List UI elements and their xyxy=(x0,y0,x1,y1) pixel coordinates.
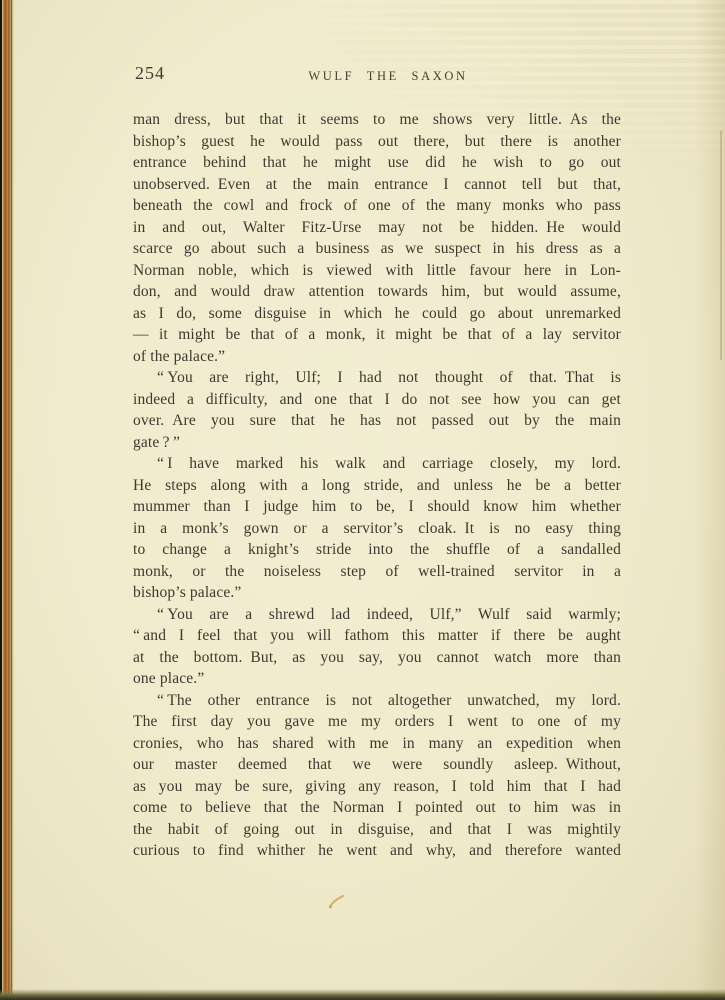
text-line: at the bottom. But, as you say, you cannot watch more than xyxy=(133,648,621,666)
text-line: to change a knight’s stride into the shuffle of a sandalled xyxy=(133,541,621,558)
text-line: of the palace.” xyxy=(133,347,226,365)
text-line: our master deemed that we were soundly asleep. Without, xyxy=(133,756,621,773)
text-line: The first day you gave me my orders I went to one of my xyxy=(133,713,621,730)
stain-mark xyxy=(324,891,346,913)
text-line: bishop’s palace.” xyxy=(133,584,242,601)
text-line: the habit of going out in disguise, and that I was mightily xyxy=(133,820,621,838)
text-line: over. Are you sure that he has not passed out by the main xyxy=(133,412,621,429)
text-line: one place.” xyxy=(133,670,205,687)
text-line: monk, or the noiseless step of well-trained servitor in a xyxy=(133,562,621,580)
text-line: He steps along with a long stride, and unless he be a better xyxy=(133,476,621,494)
text-line: mummer than I judge him to be, I should know him whether xyxy=(133,498,621,515)
text-line: beneath the cowl and frock of one of the many monks who pass xyxy=(133,197,621,214)
text-line: gate ? ” xyxy=(133,433,180,451)
text-line: indeed a difficulty, and one that I do not see how you can get xyxy=(133,390,621,408)
text-line: don, and would draw attention towards him, but would assume, xyxy=(133,283,621,300)
text-line: in a monk’s gown or a servitor’s cloak. It is no easy thing xyxy=(133,519,621,537)
text-line: unobserved. Even at the main entrance I cannot tell but that, xyxy=(133,175,621,193)
text-line: scarce go about such a business as we suspect in his dress as a xyxy=(133,240,621,257)
page-number: 254 xyxy=(135,63,165,83)
text-line: Norman noble, which is viewed with little favour here in Lon- xyxy=(133,261,621,279)
text-line: man dress, but that it seems to me shows very little. As the xyxy=(133,111,621,128)
text-line: curious to find whither he went and why, and therefore wanted xyxy=(133,842,621,859)
text-line: cronies, who has shared with me in many an expedition when xyxy=(133,734,621,752)
text-line: “ You are a shrewd lad indeed, Ulf,” Wulf said warmly; xyxy=(157,605,621,623)
running-header: WULF THE SAXON xyxy=(308,69,468,83)
text-line: “ I have marked his walk and carriage closely, my lord. xyxy=(157,455,621,472)
text-line: — it might be that of a monk, it might be that of a lay servitor xyxy=(133,326,621,343)
body-text xyxy=(133,109,621,862)
text-line: as I do, some disguise in which he could go about unremarked xyxy=(133,304,621,322)
text-line: “ The other entrance is not altogether unwatched, my lord. xyxy=(157,691,621,709)
text-line: in and out, Walter Fitz-Urse may not be hidden. He would xyxy=(133,218,621,236)
text-line: “ and I feel that you will fathom this matter if there be aught xyxy=(133,627,621,644)
page-edge-line xyxy=(720,130,722,360)
page-header xyxy=(133,63,621,91)
text-line: entrance behind that he might use did he wish to go out xyxy=(133,154,621,171)
text-line: as you may be sure, giving any reason, I told him that I had xyxy=(133,777,621,795)
book-spine-edge xyxy=(0,0,14,1000)
book-bottom-edge xyxy=(0,989,725,1000)
text-line: “ You are right, Ulf; I had not thought of that. That is xyxy=(157,369,621,386)
text-line: come to believe that the Norman I pointed out to him was in xyxy=(133,799,621,816)
text-line: bishop’s guest he would pass out there, but there is another xyxy=(133,132,621,150)
